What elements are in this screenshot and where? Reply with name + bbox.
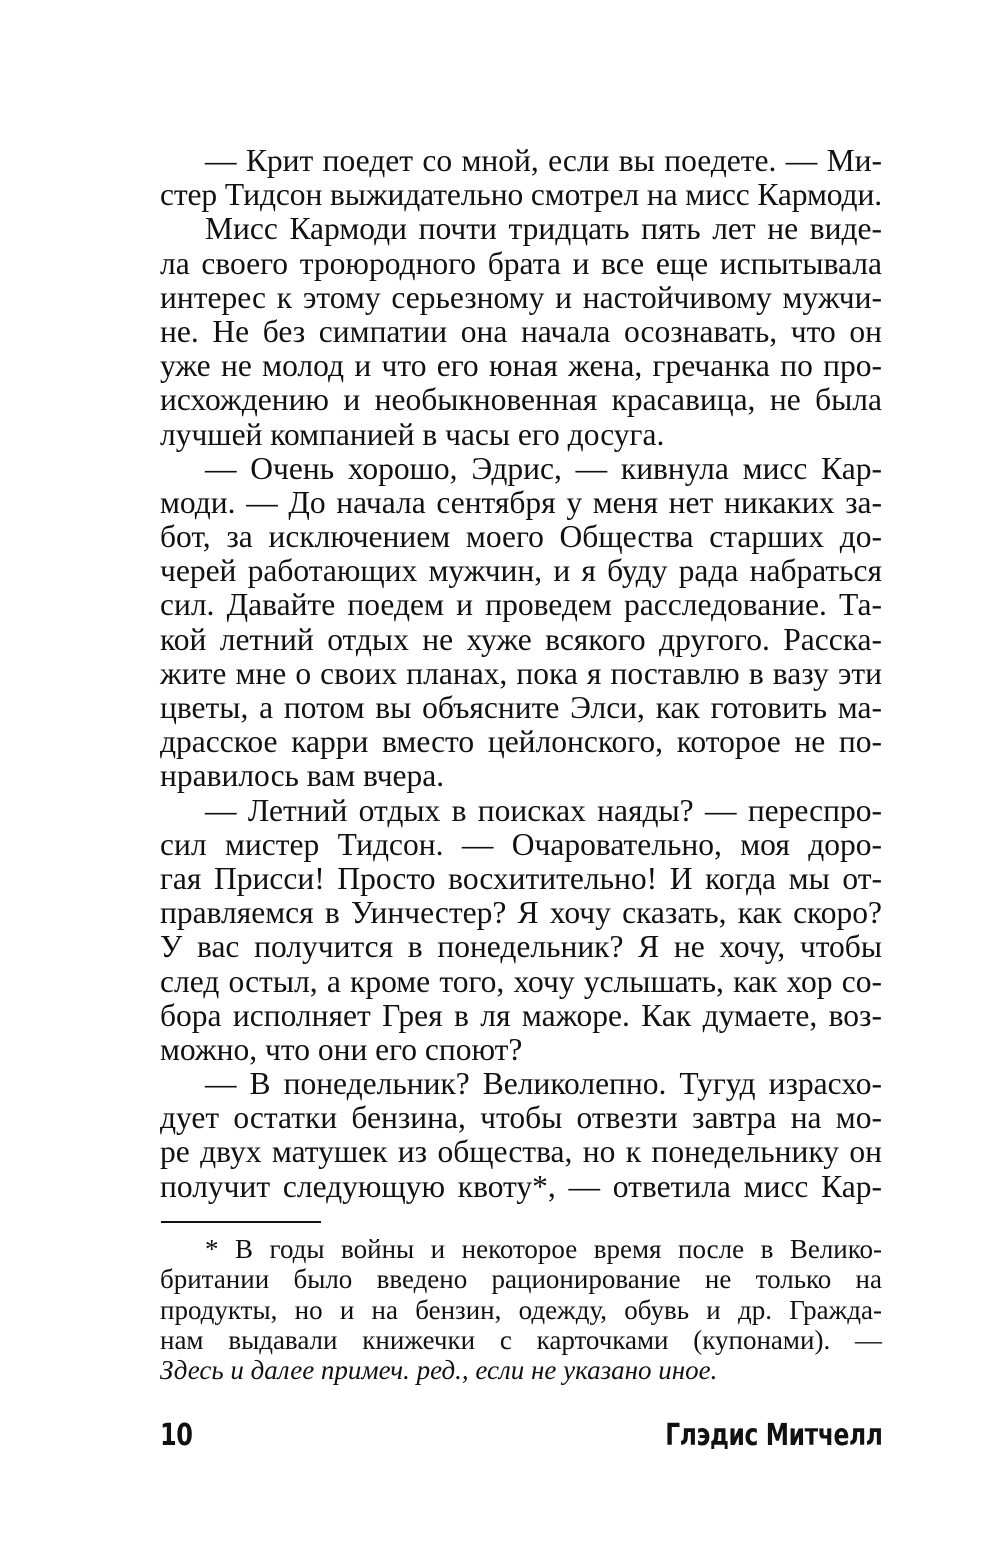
body-text [160,144,882,1204]
text-line: дует остатки бензина, чтобы отвезти завтра на мо- [160,1100,882,1136]
text-line: след остыл, а кроме того, хочу услышать, как хор со- [160,963,882,999]
text-line: черей работающих мужчин, и я буду рада набраться [160,553,882,589]
text-line: правляемся в Уинчестер? Я хочу сказать, как скоро? [160,895,882,931]
text-line: моди. — До начала сентября у меня нет никаких за- [160,484,882,520]
text-line: можно, что они его споют? [160,1031,523,1067]
text-line: — Летний отдых в поисках наяды? — переспро- [205,792,882,828]
text-line: цветы, а потом вы объясните Элси, как готовить ма- [160,690,882,725]
text-line: жите мне о своих планах, пока я поставлю в вазу эти [160,655,882,691]
page-footer [160,1418,882,1458]
text-line: интерес к этому серьезному и настойчивому мужчи- [160,279,882,315]
text-line: — Крит поедет со мной, если вы поедете. — Ми- [205,143,882,178]
footnote-line: нам выдавали книжечки с карточками (купонами). — [160,1324,882,1355]
page-number: 10 [160,1418,193,1453]
text-line: У вас получится в понедельник? Я не хочу, чтобы [160,929,882,965]
text-line: гая Присси! Просто восхитительно! И когда мы от- [160,860,882,896]
footnote-line: * В годы войны и некоторое время после в Велико- [205,1234,882,1264]
text-line: — В понедельник? Великолепно. Тугуд израсхо- [205,1066,882,1102]
text-line: сил мистер Тидсон. — Очаровательно, моя доро- [160,826,882,862]
footnote-line: британии было введено рационирование не только на [160,1264,882,1295]
text-line: бот, за исключением моего Общества старших до- [160,519,882,555]
text-line: стер Тидсон выжидательно смотрел на мисс Кармоди. [160,177,882,213]
text-line: — Очень хорошо, Эдрис, — кивнула мисс Кар- [205,450,882,486]
text-line: кой летний отдых не хуже всякого другого. Расска- [160,621,882,657]
text-line: ре двух матушек из общества, но к понедельнику он [160,1134,882,1170]
footnote-line: Здесь и далее примеч. ред., если не указано иное. [160,1355,718,1386]
text-line: уже не молод и что его юная жена, гречанка по про- [160,348,882,384]
text-line: исхождению и необыкновенная красавица, не была [160,382,882,418]
text-line: бора исполняет Грея в ля мажоре. Как думаете, воз- [160,997,882,1033]
running-head-author: Глэдис Митчелл [664,1418,882,1453]
text-line: ла своего троюродного брата и все еще испытывала [160,245,882,281]
footnote-divider [161,1221,321,1223]
text-line: сил. Давайте поедем и проведем расследование. Та- [160,587,882,623]
text-line: нравилось вам вчера. [160,758,445,794]
text-line: получит следующую квоту*, — ответила мисс Кар- [160,1168,882,1204]
text-line: Мисс Кармоди почти тридцать пять лет не виде- [205,211,882,247]
footnote [160,1234,882,1385]
text-line: драсское карри вместо цейлонского, которое не по- [160,724,882,760]
text-line: лучшей компанией в часы его досуга. [160,416,665,452]
text-line: не. Не без симпатии она начала осознавать, что он [160,313,882,349]
footnote-line: продукты, но и на бензин, одежду, обувь и др. Гражда- [160,1294,882,1325]
